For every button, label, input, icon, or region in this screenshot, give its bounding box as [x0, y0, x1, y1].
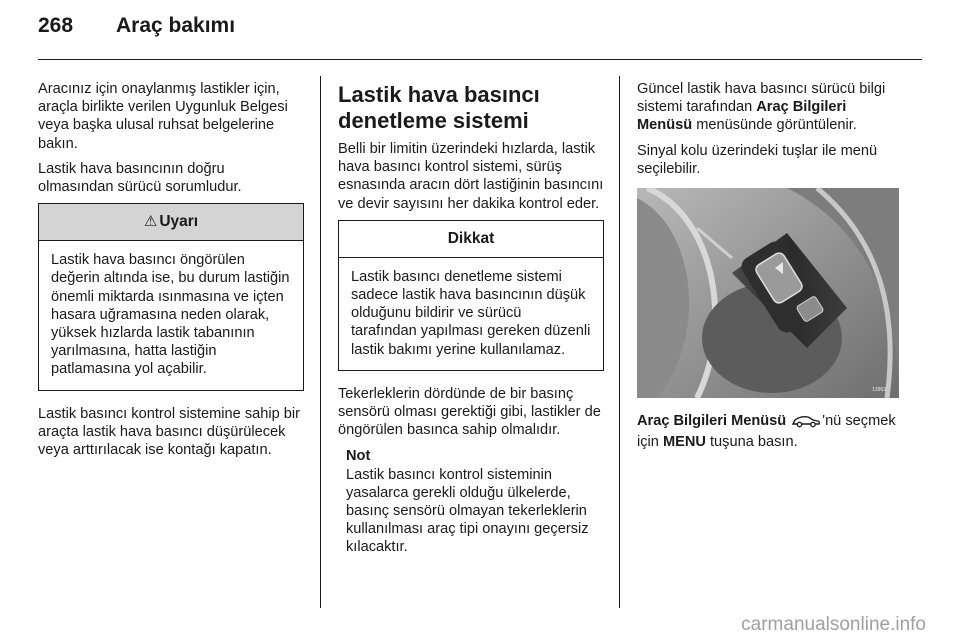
- warning-triangle-icon: ⚠: [143, 213, 158, 231]
- paragraph-signal-stalk: Sinyal kolu üzerindeki tuşlar ile menü seçilebilir.: [637, 142, 878, 177]
- column-2: [338, 80, 604, 557]
- warning-header: [39, 204, 303, 241]
- paragraph-menu-instruction: [637, 412, 903, 451]
- paragraph-responsibility: Lastik hava basıncının doğru olmasından sürücü sorumludur.: [38, 160, 242, 196]
- paragraph-approval: Aracınız için onaylanmış lastikler için, araçla birlikte verilen Uygunluk Belgesi veya başka ulusal ruhsat belgelerine bakın.: [38, 81, 288, 152]
- page-title: Araç bakımı: [116, 14, 236, 37]
- warning-body: Lastik hava basıncı öngörülen değerin altında ise, bu durum lastiğin önemli miktarda ısınmasına ve içten hasara uğramasına neden olarak, yüksek hızlarda lastik tabanının yarılmasına, hatta lastiğin patlamasına yol açabilir.: [51, 252, 290, 378]
- signal-stalk-illustration: [637, 188, 899, 398]
- paragraph-ignition: Lastik basıncı kontrol sistemine sahip bir araçta lastik hava basıncı düşürülecek veya arttırılacak ise kontağı kapatın.: [38, 405, 300, 459]
- display-menu-name: Araç Bilgileri Menüsü: [637, 99, 847, 134]
- paragraph-sensors: Tekerleklerin dördünde de bir basınç sensörü olması gerektiği gibi, lastikler de öngörülen basınca sahip olmalıdır.: [338, 385, 601, 439]
- note-title: Not: [346, 448, 371, 465]
- warning-title: Uyarı: [159, 213, 199, 231]
- caution-body: Lastik basıncı denetleme sistemi sadece lastik hava basıncının düşük olduğunu bildirir ve sürücü tarafından yapılması gereken düzenli lastik bakımı yerine kullanılamaz.: [351, 268, 591, 358]
- column-divider-1: [320, 76, 321, 608]
- watermark: carmanualsonline.info: [741, 614, 926, 635]
- warning-box: [38, 203, 304, 390]
- column-1: [38, 80, 304, 466]
- caution-header: Dikkat: [339, 221, 603, 258]
- caution-box: [338, 220, 604, 371]
- menu-button-name: MENU: [662, 434, 706, 451]
- column-divider-2: [619, 76, 620, 608]
- image-code: 13963: [872, 387, 886, 394]
- note-block: [338, 447, 604, 556]
- signal-stalk-photo: [637, 188, 899, 398]
- instruction-text-b: tuşuna basın.: [705, 434, 798, 451]
- section-heading: Lastik hava basıncı denetleme sistemi: [338, 82, 540, 133]
- note-body: Lastik basıncı kontrol sisteminin yasalarca gerekli olduğu ülkelerde, basınç sensörü olmayan tekerleklerin kullanılması araç tipi onayını geçersiz kılacaktır.: [346, 466, 589, 556]
- paragraph-display: [637, 80, 903, 135]
- header-rule: [38, 59, 922, 60]
- instruction-text-a: 'nü seçmek için: [637, 413, 896, 451]
- page-number: 268: [38, 14, 74, 37]
- car-outline-icon: [791, 414, 821, 433]
- column-3: [637, 80, 903, 458]
- display-text-b: menüsünde görüntülenir.: [692, 117, 857, 134]
- menu-name: Araç Bilgileri Menüsü: [637, 413, 787, 430]
- paragraph-system-desc: Belli bir limitin üzerindeki hızlarda, lastik hava basıncı kontrol sistemi, sürüş esnasında aracın dört lastiğinin basıncını ve devir sayısını her dakika kontrol eder.: [338, 141, 604, 212]
- display-text-a: Güncel lastik hava basıncı sürücü bilgi sistemi tarafından: [637, 81, 886, 116]
